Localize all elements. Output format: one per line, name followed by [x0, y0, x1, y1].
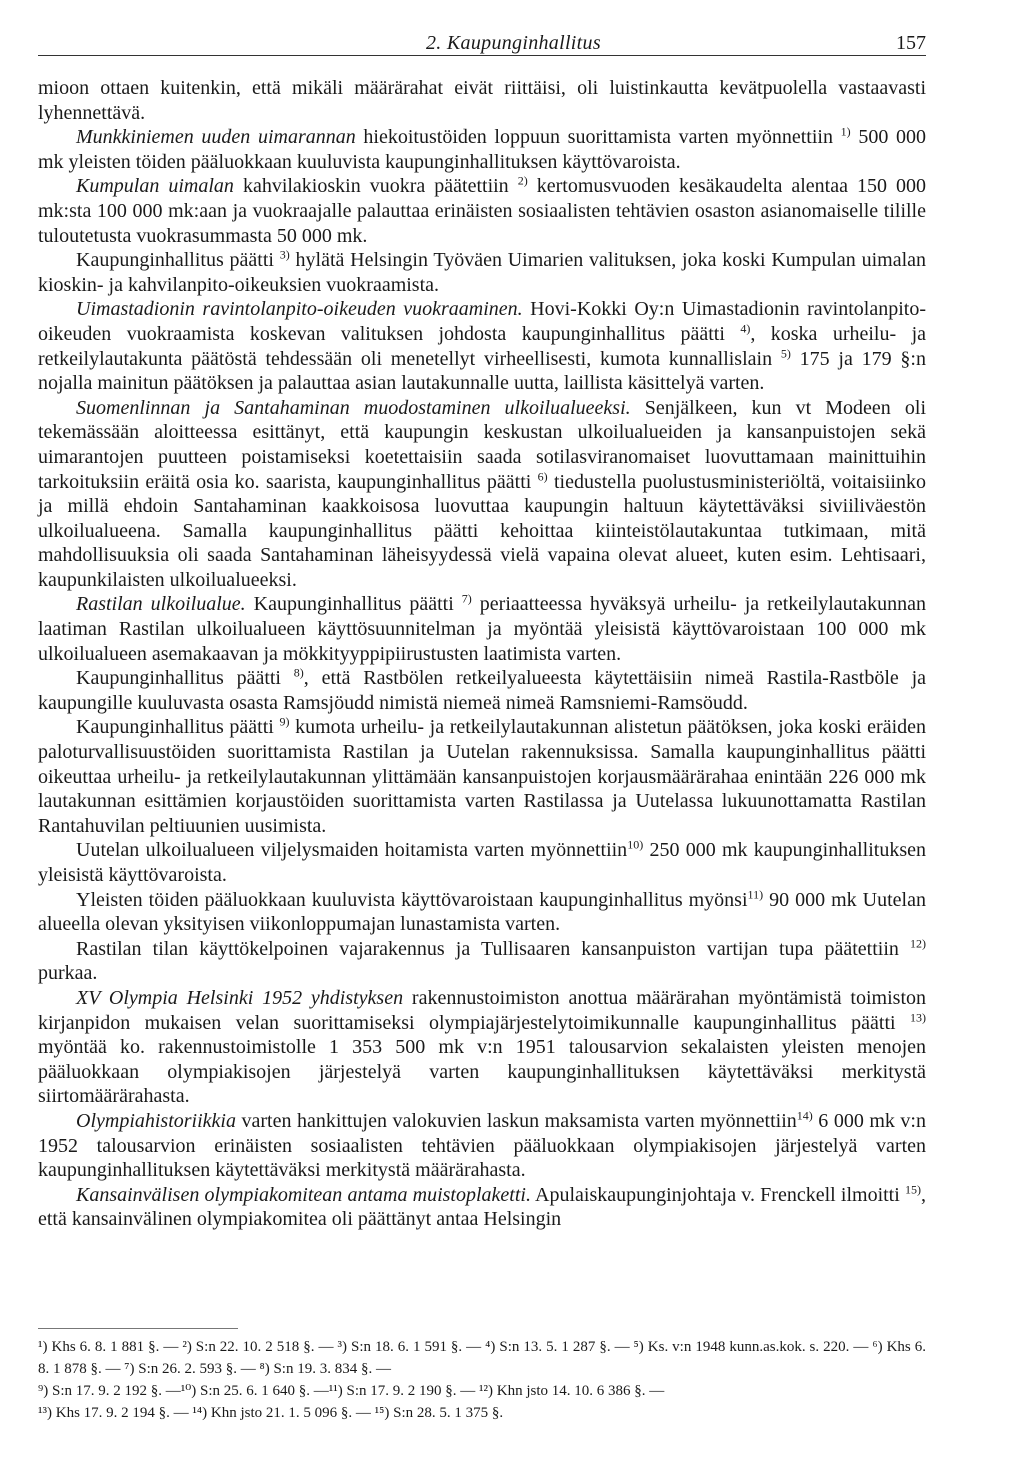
paragraph: XV Olympia Helsinki 1952 yhdistyksen rakennustoimiston anottua määrärahan myöntämistä toimiston kirjanpidon mukaisen velan suorittamiseksi olympiajärjestelytoimikunnalle kaupunginhallitus päätti $^{13)}$ myöntää ko. rakennustoimistolle 1 353 500 mk v:n 1951 talousarvion sekalaisten yleisten menojen pääluokkaan olympiakisojen järjestelyä varten kaupunginhallituksen käytettäväksi merkitystä siirtomäärärahasta.	[38, 986, 926, 1108]
footnote-line: ¹) Khs 6. 8. 1 881 §. — ²) S:n 22. 10. 2 518 §. — ³) S:n 18. 6. 1 591 §. — ⁴) S:n 13. 5. 1 287 §. — ⁵) Ks. v:n 1948 kunn.as.kok. s. 220. — ⁶) Khs 6. 8. 1 878 §. — ⁷) S:n 26. 2. 593 §. — ⁸) S:n 19. 3. 834 §. —	[38, 1339, 926, 1377]
header-rule	[38, 55, 926, 56]
footnote-line: ¹³) Khs 17. 9. 2 194 §. — ¹⁴) Khn jsto 21. 1. 5 096 §. — ¹⁵) S:n 28. 5. 1 375 §.	[38, 1405, 504, 1421]
paragraph: Uimastadionin ravintolanpito-oikeuden vuokraaminen. Hovi-Kokki Oy:n Uimastadionin ravintolanpito-oikeuden vuokraamista koskevan valituksen johdosta kaupunginhallitus päätti $^{4)}$, koska urheilu- ja retkeilylautakunta päätöstä tehdessään oli menetellyt virheellisesti, kumota kunnallislain $^{5)}$ 175 ja 179 §:n nojalla mainitun päätöksen ja palauttaa asian lautakunnalle uutta, laillista käsittelyä varten.	[38, 298, 926, 395]
paragraph: Munkkiniemen uuden uimarannan hiekoitustöiden loppuun suorittamista varten myönnettiin $^{1)}$ 500 000 mk yleisten töiden pääluokkaan kuuluvista kaupunginhallituksen käyttövaroista.	[38, 124, 927, 173]
paragraph: Kaupunginhallitus päätti $^{3)}$ hylätä Helsingin Työväen Uimarien valituksen, joka koski Kumpulan uimalan kioskin- ja kahvilanpito-oikeuksien vuokraamista.	[38, 247, 926, 296]
paragraph: Suomenlinnan ja Santahaminan muodostaminen ulkoilualueeksi. Senjälkeen, kun vt Modeen oli tekemässään aloitteessa esittänyt, että kaupungin keskustan ulkoilualueiden ja kansanpuistojen sekä uimarantojen puutteen poistamiseksi koetettaisiin saada sotilasviranomaiset luovuttamaan mainittuihin tarkoituksiin eräitä osia ko. saarista, kaupunginhallitus päätti $^{6)}$ tiedustella puolustusministeriöltä, voitaisiinko ja millä ehdoin Santahaminan kaakkoisosa luovuttaa kaupungin haltuun käytettäväksi siviiliväestön ulkoilualueena. Samalla kaupunginhallitus päätti kehoittaa kiinteistölautakuntaa tutkimaan, mitä mahdollisuuksia oli saada Santahaminan läheisyydessä vielä vapaina olevat alueet, kuten esim. Lehtisaari, kaupunkilaisten ulkoilualueeksi.	[38, 396, 927, 591]
paragraph: Kansainvälisen olympiakomitean antama muistoplaketti. Apulaiskaupunginjohtaja v. Frenckell ilmoitti $^{15)}$, että kansainvälinen olympiakomitea oli päättänyt antaa Helsingin	[38, 1182, 926, 1231]
paragraph: mioon ottaen kuitenkin, että mikäli määrärahat eivät riittäisi, oli luistinkautta kevätpuolella vastaavasti lyhennettävä.	[38, 77, 926, 124]
paragraph: Kumpulan uimalan kahvilakioskin vuokra päätettiin $^{2)}$ kertomusvuoden kesäkaudelta alentaa 150 000 mk:sta 100 000 mk:aan ja vuokraajalle palauttaa erinäisten sosiaalisten tehtävien osaston asianomaiselle tilille tuloutetusta vuokrasummasta 50 000 mk.	[38, 173, 926, 247]
paragraph: Yleisten töiden pääluokkaan kuuluvista käyttövaroistaan kaupunginhallitus myönsi$^{11)}$ 90 000 mk Uutelan alueella olevan yksityisen viikonloppumajan lunastamista varten.	[38, 886, 926, 936]
paragraph: Olympiahistoriikkia varten hankittujen valokuvien laskun maksamista varten myönnettiin$^{14)}$ 6 000 mk v:n 1952 talousarvion erinäisten sosiaalisten tehtävien pääluokkaan olympiakisojen järjestelyä varten kaupunginhallituksen käytettäväksi merkitystä määrärahasta.	[38, 1108, 926, 1182]
paragraph: Kaupunginhallitus päätti $^{8)}$, että Rastbölen retkeilyalueesta käytettäisiin nimeä Rastila-Rastböle ja kaupungille kuuluvasta osasta Ramsjöudd nimistä niemeä nimeä Ramsniemi-Ramsöudd.	[38, 665, 926, 714]
body-text	[38, 76, 926, 1232]
running-title: 2. Kaupunginhallitus	[426, 32, 601, 54]
footnotes	[38, 1336, 926, 1424]
paragraph: Uutelan ulkoilualueen viljelysmaiden hoitamista varten myönnettiin$^{10)}$ 250 000 mk kaupunginhallituksen yleisistä käyttövaroista.	[38, 837, 926, 886]
paragraph: Rastilan tilan käyttökelpoinen vajarakennus ja Tullisaaren kansanpuiston vartijan tupa päätettiin $^{12)}$ purkaa.	[38, 936, 926, 985]
paragraph: Rastilan ulkoilualue. Kaupunginhallitus päätti $^{7)}$ periaatteessa hyväksyä urheilu- ja retkeilylautakunnan laatiman Rastilan ulkoilualueen käyttösuunnitelman ja myöntää yleisistä käyttövaroistaan 100 000 mk ulkoilualueen asemakaavan ja mökkityyppipiirustusten laatimista varten.	[38, 591, 926, 665]
footnote-line: ⁹) S:n 17. 9. 2 192 §. —¹⁰) S:n 25. 6. 1 640 §. —¹¹) S:n 17. 9. 2 190 §. — ¹²) Khn jsto 14. 10. 6 386 §. —	[38, 1383, 665, 1399]
paragraph: Kaupunginhallitus päätti $^{9)}$ kumota urheilu- ja retkeilylautakunnan alistetun päätöksen, joka koski eräiden paloturvallisuustöiden suorittamista Rastilan ja Uutelan rakennuksissa. Samalla kaupunginhallitus päätti oikeuttaa urheilu- ja retkeilylautakunnan ylittämään kansanpuistojen korjausmäärärahaa enintään 226 000 mk lautakunnan esittämien korjaustöiden suorittamista varten Rastilassa ja Uutelassa lukuunottamatta Rastilan Rantahuvilan peltiuunien uusimista.	[38, 714, 927, 837]
page-number: 157	[896, 32, 926, 54]
footnote-rule	[38, 1328, 238, 1329]
